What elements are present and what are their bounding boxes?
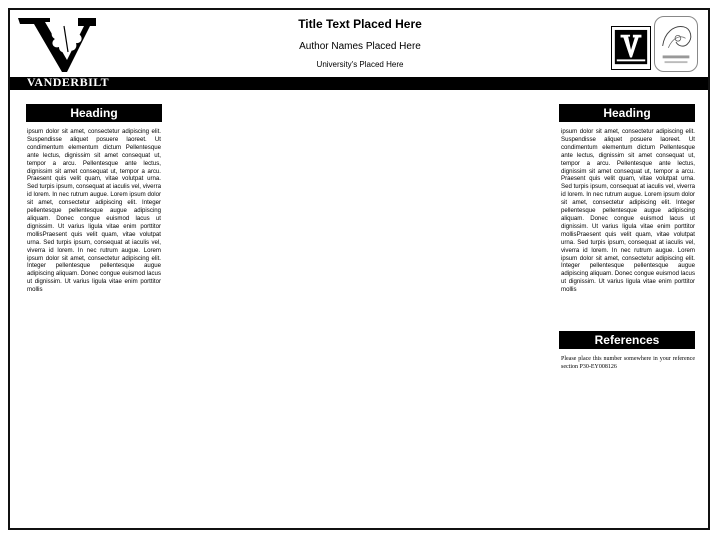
right-heading: Heading (559, 104, 695, 122)
references-body: Please place this number somewhere in your reference section P30-EY008126 (561, 356, 695, 370)
poster-title: Title Text Placed Here (298, 17, 422, 31)
left-body-text: ipsum dolor sit amet, consectetur adipiscing elit. Suspendisse aliquet posuere laoreet. Ut condimentum elementum dictum Pellentesque ante lectus, dignissim sit amet consequat ut, tempor a arcu. Pellentesque ante lectus, dignissim sit amet consequat ut, tempor a arcu. Praesent quis velit quam, vitae volutpat urna. Sed turpis ipsum, consequat at iaculis vel, viverra id lorem. In nec rutrum augue. Lorem ipsum dolor sit amet, consectetur adipiscing elit. Integer pellentesque pellentesque augue adipiscing aliquam. Donec congue euismod lacus ut dignissim. Ut varius ligula vitae enim porttitor mollisPraesent quis velit quam, vitae volutpat urna. Sed turpis ipsum, consequat at iaculis vel, viverra id lorem. In nec rutrum augue. Lorem ipsum dolor sit amet, consectetur adipiscing elit. Integer pellentesque pellentesque augue adipiscing aliquam. Donec congue euismod lacus ut dignissim. Ut varius ligula vitae enim porttitor mollis (27, 128, 161, 294)
cicn-logo (654, 16, 698, 72)
vanderbilt-vision-center-logo (611, 26, 651, 70)
logo-wordmark: VANDERBILT (26, 75, 110, 89)
left-heading: Heading (26, 104, 162, 122)
vanderbilt-badge-icon (612, 27, 650, 69)
poster-university: University's Placed Here (316, 60, 404, 69)
oak-leaf-v-icon (12, 12, 122, 74)
vanderbilt-logo (12, 12, 122, 90)
cicn-eye-icon (655, 17, 697, 71)
references-heading: References (559, 331, 695, 349)
poster-authors: Author Names Placed Here (299, 41, 421, 52)
right-body-text: ipsum dolor sit amet, consectetur adipiscing elit. Suspendisse aliquet posuere laoreet. Ut condimentum elementum dictum Pellentesque ante lectus, dignissim sit amet consequat ut, tempor a arcu. Pellentesque ante lectus, dignissim sit amet consequat ut, tempor a arcu. Praesent quis velit quam, vitae volutpat urna. Sed turpis ipsum, consequat at iaculis vel, viverra id lorem. In nec rutrum augue. Lorem ipsum dolor sit amet, consectetur adipiscing elit. Integer pellentesque pellentesque augue adipiscing aliquam. Donec congue euismod lacus ut dignissim. Ut varius ligula vitae enim porttitor mollisPraesent quis velit quam, vitae volutpat urna. Sed turpis ipsum, consequat at iaculis vel, viverra id lorem. In nec rutrum augue. Lorem ipsum dolor sit amet, consectetur adipiscing elit. Integer pellentesque pellentesque augue adipiscing aliquam. Donec congue euismod lacus ut dignissim. Ut varius ligula vitae enim porttitor mollis (561, 128, 695, 294)
